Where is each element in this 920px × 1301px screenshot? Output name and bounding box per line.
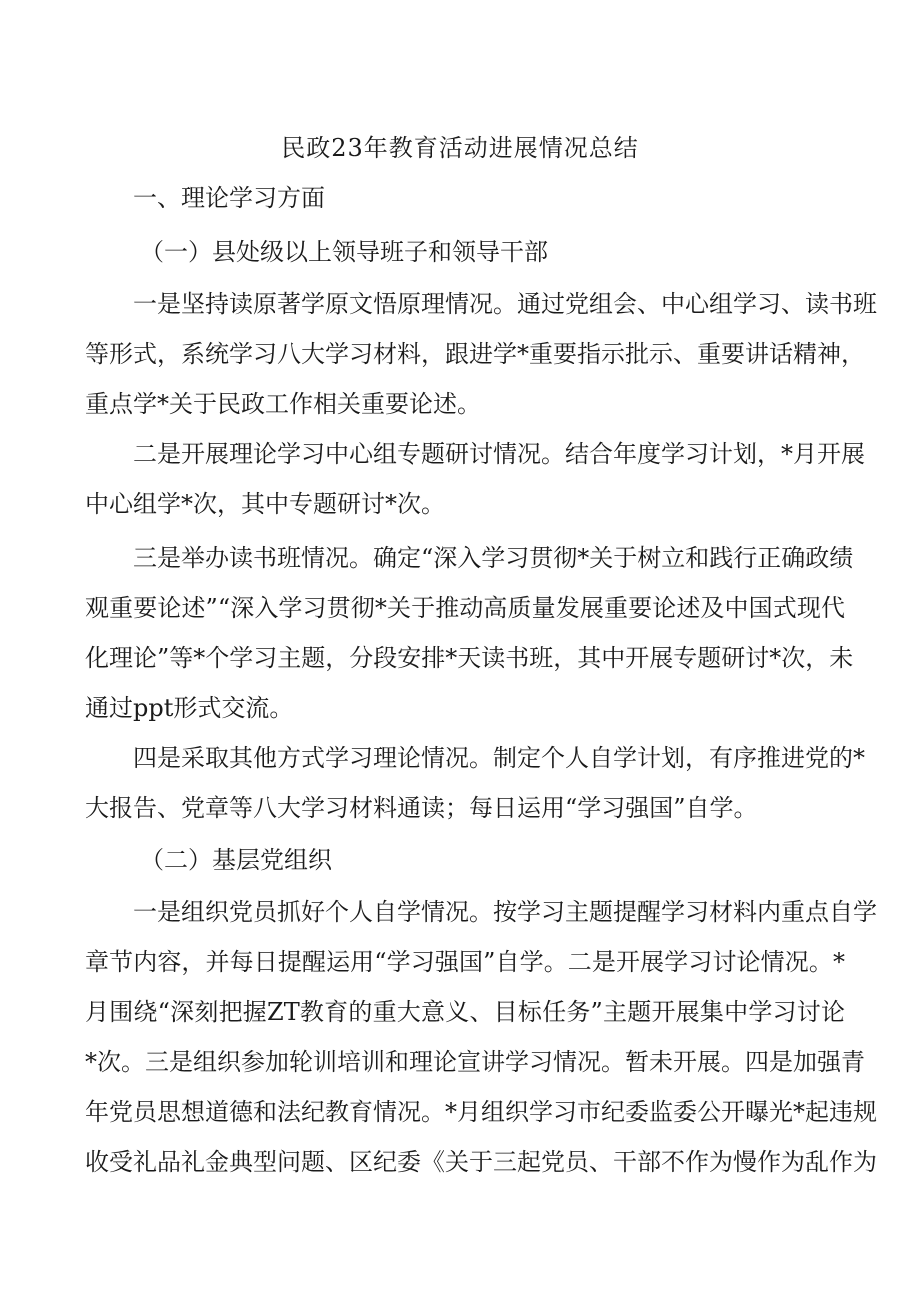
paragraph-line: 收受礼品礼金典型问题、区纪委《关于三起党员、干部不作为慢作为乱作为	[85, 1148, 877, 1176]
paragraph-line: 重点学*关于民政工作相关重要论述。	[85, 390, 481, 418]
paragraph-line: 月围绕“深刻把握ZT教育的重大意义、目标任务”主题开展集中学习讨论	[85, 998, 845, 1026]
paragraph-line: 大报告、党章等八大学习材料通读；每日运用“学习强国”自学。	[85, 794, 758, 822]
paragraph-line: 观重要论述”“深入学习贯彻*关于推动高质量发展重要论述及中国式现代	[85, 594, 845, 622]
paragraph-line: 中心组学*次，其中专题研讨*次。	[85, 490, 445, 518]
section-heading-theory-study: 一、理论学习方面	[133, 184, 325, 212]
paragraph-line: 二是开展理论学习中心组专题研讨情况。结合年度学习计划，*月开展	[133, 440, 865, 468]
paragraph-line: 四是采取其他方式学习理论情况。制定个人自学计划，有序推进党的*	[133, 744, 865, 772]
paragraph-line: 一是组织党员抓好个人自学情况。按学习主题提醒学习材料内重点自学	[133, 898, 877, 926]
paragraph-line: 一是坚持读原著学原文悟原理情况。通过党组会、中心组学习、读书班	[133, 290, 877, 318]
paragraph-line: 化理论”等*个学习主题，分段安排*天读书班，其中开展专题研讨*次，未	[85, 644, 854, 672]
subsection-heading-leaders: （一）县处级以上领导班子和领导干部	[140, 238, 548, 266]
paragraph-line: 三是举办读书班情况。确定“深入学习贯彻*关于树立和践行正确政绩	[133, 544, 854, 572]
paragraph-line: 章节内容，并每日提醒运用“学习强国”自学。二是开展学习讨论情况。*	[85, 948, 845, 976]
paragraph-line: 通过ppt形式交流。	[85, 694, 294, 722]
paragraph-line: 年党员思想道德和法纪教育情况。*月组织学习市纪委监委公开曝光*起违规	[85, 1098, 877, 1126]
paragraph-line: *次。三是组织参加轮训培训和理论宣讲学习情况。暂未开展。四是加强青	[85, 1048, 865, 1076]
document-title: 民政23年教育活动进展情况总结	[281, 134, 639, 162]
subsection-heading-grassroots: （二）基层党组织	[140, 846, 332, 874]
paragraph-line: 等形式，系统学习八大学习材料，跟进学*重要指示批示、重要讲话精神，	[85, 340, 865, 368]
